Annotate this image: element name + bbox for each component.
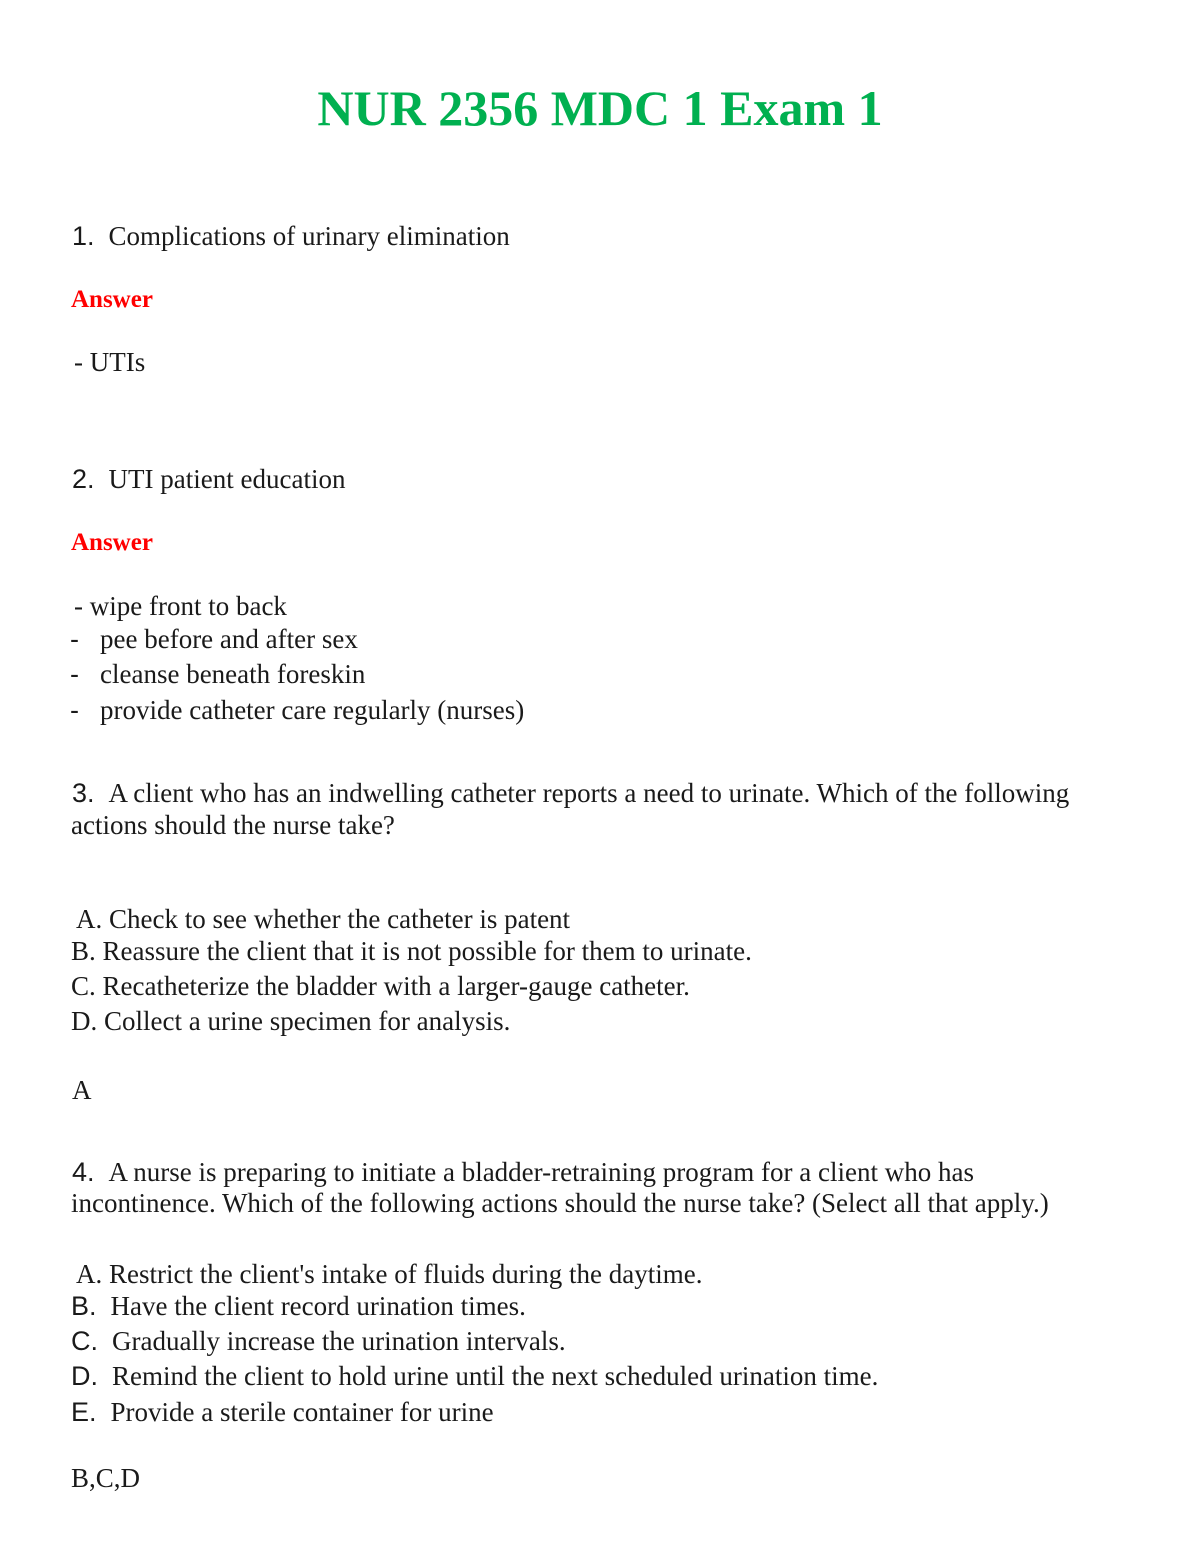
question-text: A nurse is preparing to initiate a bladder-retraining program for a client who has [108,1157,974,1187]
question-text-cont: actions should the nurse take? [71,810,395,840]
question-text-cont: incontinence. Which of the following actions should the nurse take? (Select all that apply.) [71,1188,1049,1218]
option-c: C. Gradually increase the urination intervals. [71,1326,566,1356]
option-letter: D. [71,1361,98,1391]
option-b: B. Have the client record urination times. [71,1291,526,1321]
dash-bullet: - [70,695,79,725]
bullet-item: - pee before and after sex [70,624,358,654]
document-title: NUR 2356 MDC 1 Exam 1 [317,80,883,136]
question-3 [72,777,1069,809]
dash-bullet: - [70,624,79,654]
question-2 [72,463,345,495]
question-number: 2. [72,464,95,494]
option-letter: C. [71,1326,98,1356]
option-e: E. Provide a sterile container for urine [71,1397,494,1427]
answer-text: - wipe front to back [74,591,287,621]
question-4 [72,1156,974,1188]
question-number: 1. [72,221,95,251]
question-text: UTI patient education [108,464,346,494]
option-a: A. Restrict the client's intake of fluids during the daytime. [76,1259,703,1289]
answer-label: Answer [71,286,153,313]
correct-answer: B,C,D [71,1463,141,1493]
question-number: 4. [72,1157,95,1187]
question-text: A client who has an indwelling catheter reports a need to urinate. Which of the following [108,778,1070,808]
answer-text: - UTIs [74,347,146,377]
option-letter: E. [71,1397,97,1427]
option-a: A. Check to see whether the catheter is patent [76,904,571,934]
option-d: D. Remind the client to hold urine until the next scheduled urination time. [71,1361,879,1391]
question-number: 3. [72,778,95,808]
option-d: D. Collect a urine specimen for analysis. [71,1006,511,1036]
question-1 [72,220,510,252]
dash-bullet: - [70,659,79,689]
bullet-item: - cleanse beneath foreskin [70,659,366,689]
option-letter: B. [71,1291,97,1321]
answer-label: Answer [71,529,153,556]
bullet-item: - provide catheter care regularly (nurses) [70,695,525,725]
correct-answer: A [72,1075,92,1105]
option-c: C. Recatheterize the bladder with a larger-gauge catheter. [71,971,690,1001]
option-b: B. Reassure the client that it is not possible for them to urinate. [71,936,752,966]
question-text: Complications of urinary elimination [108,221,510,251]
